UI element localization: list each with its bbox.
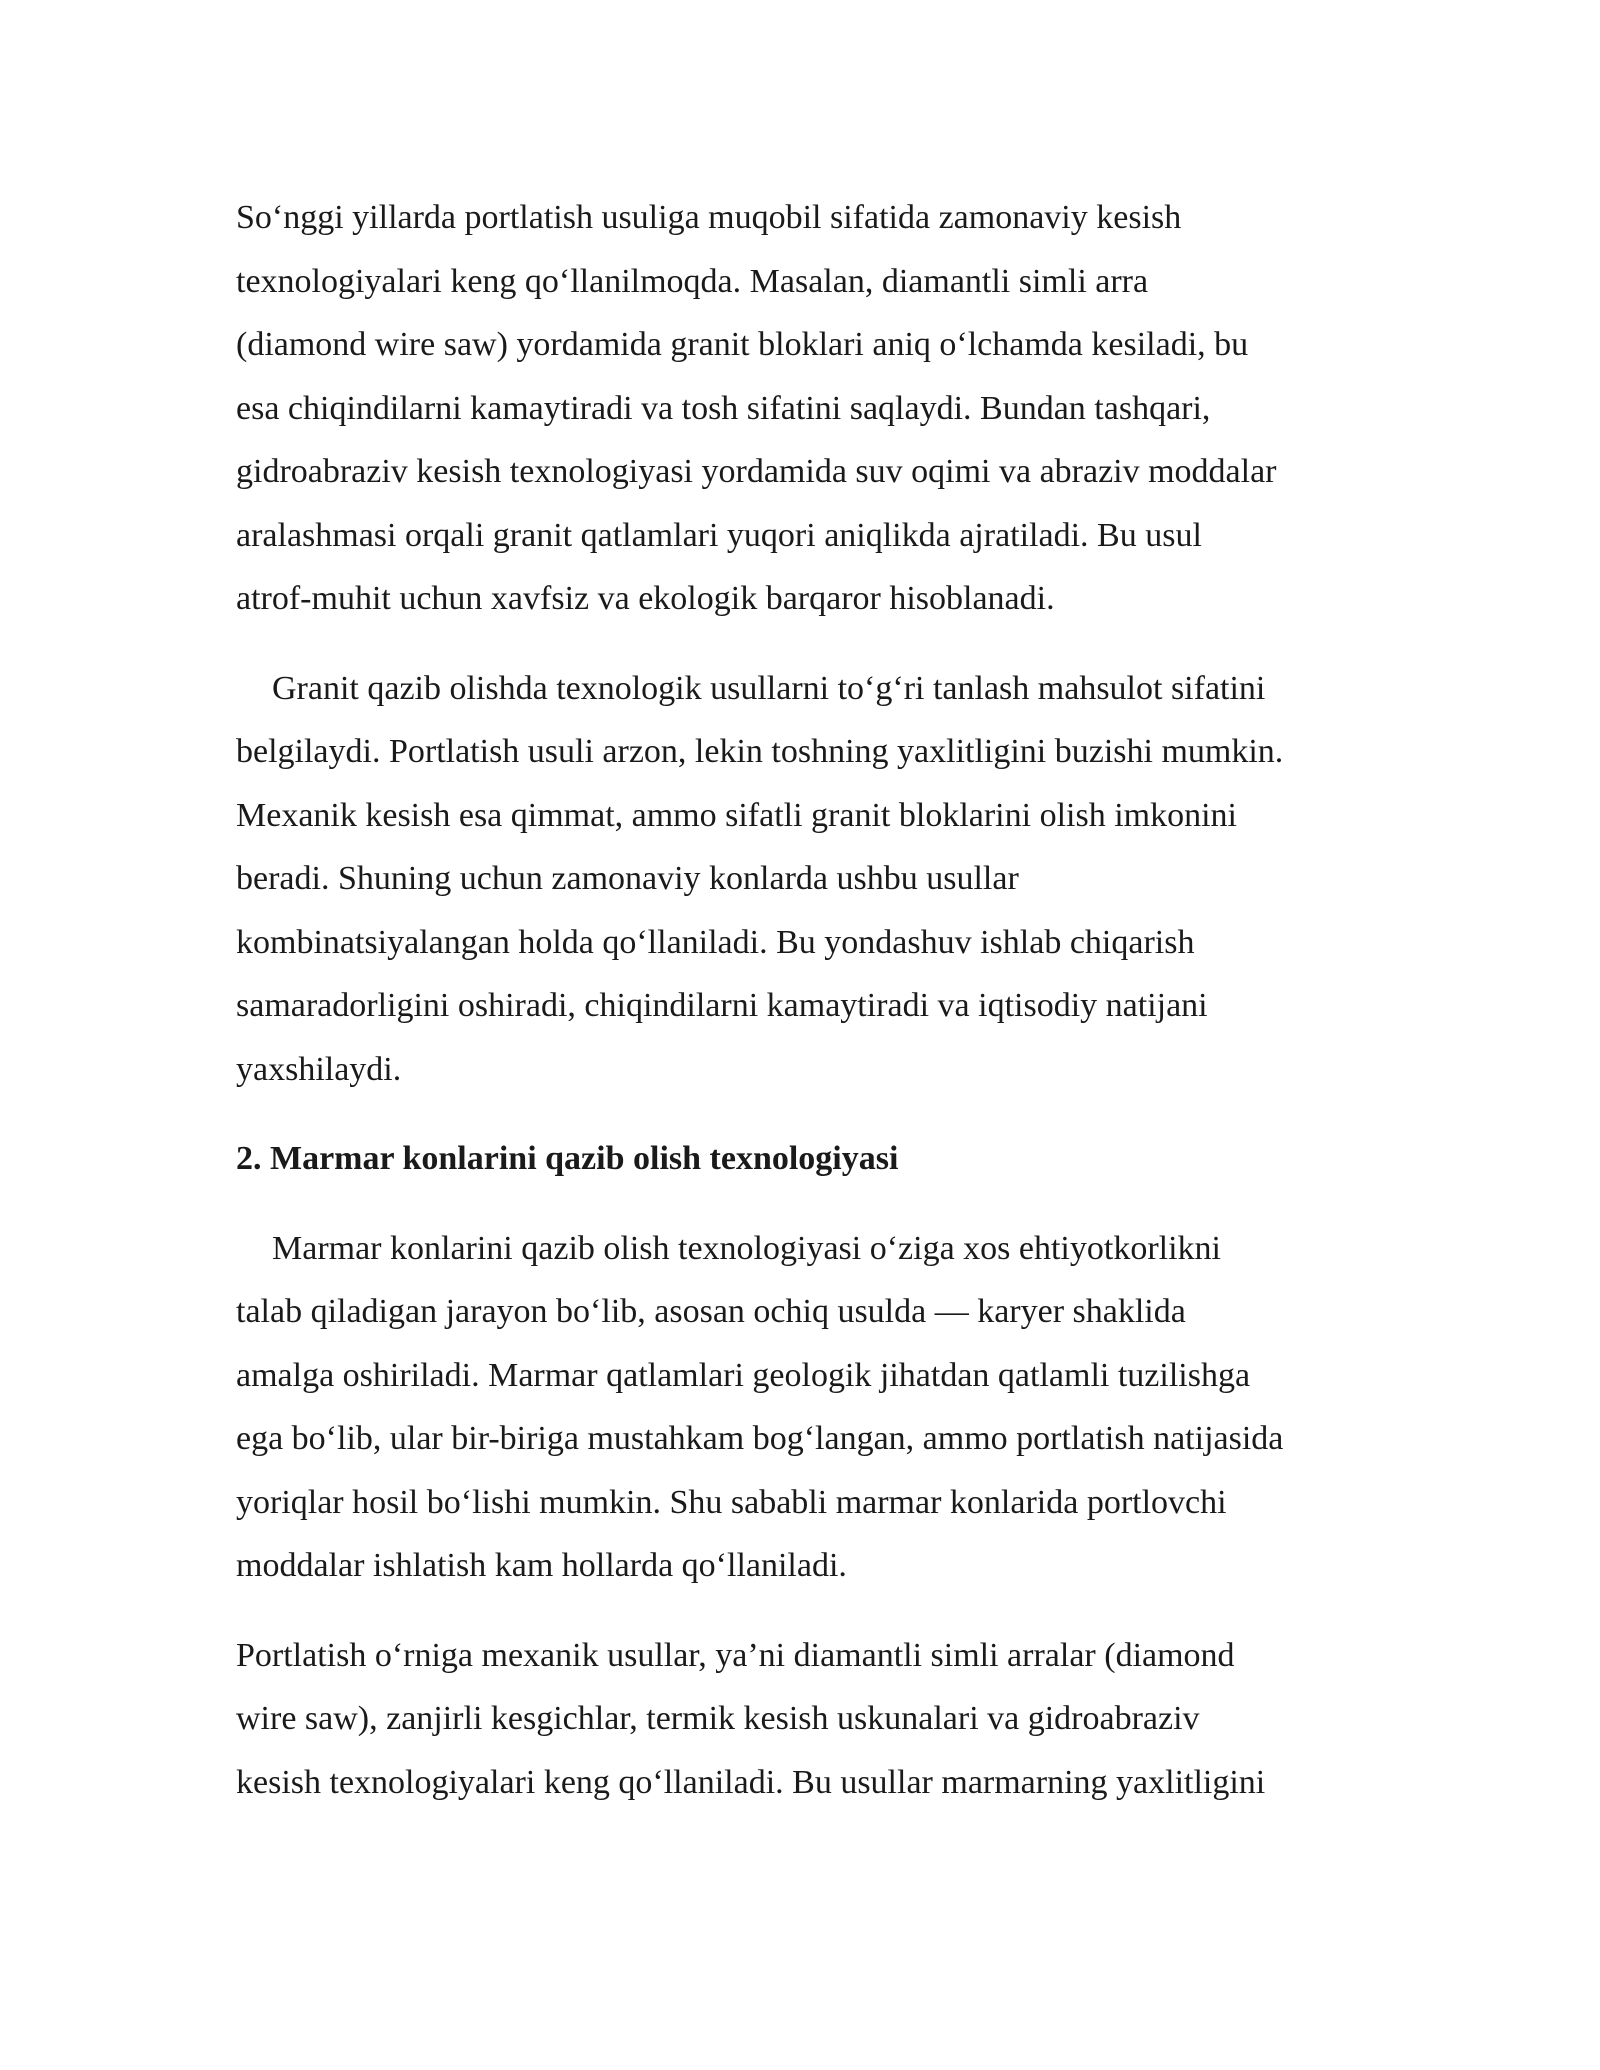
text-line: aralashmasi orqali granit qatlamlari yuqori aniqlikda ajratiladi. Bu usul <box>236 516 1202 554</box>
text-line: So‘nggi yillarda portlatish usuliga muqobil sifatida zamonaviy kesish <box>236 199 1182 236</box>
text-line: moddalar ishlatish kam hollarda qo‘llaniladi. <box>236 1547 847 1584</box>
text-line: esa chiqindilarni kamaytiradi va tosh sifatini saqlaydi. Bundan tashqari, <box>236 389 1211 427</box>
text-line: kombinatsiyalangan holda qo‘llaniladi. Bu yondashuv ishlab chiqarish <box>236 923 1195 961</box>
text-line: beradi. Shuning uchun zamonaviy konlarda ushbu usullar <box>236 860 1019 897</box>
text-line: gidroabraziv kesish texnologiyasi yordamida suv oqimi va abraziv moddalar <box>236 453 1277 490</box>
paragraph-2 <box>236 657 1376 1102</box>
text-line: Portlatish o‘rniga mexanik usullar, ya’ni diamantli simli arralar (diamond <box>236 1636 1235 1674</box>
text-line: Mexanik kesish esa qimmat, ammo sifatli granit bloklarini olish imkonini <box>236 796 1237 834</box>
paragraph-1 <box>236 186 1376 631</box>
text-line: samaradorligini oshiradi, chiqindilarni kamaytiradi va iqtisodiy natijani <box>236 987 1208 1024</box>
text-line: belgilaydi. Portlatish usuli arzon, lekin toshning yaxlitligini buzishi mumkin. <box>236 733 1284 770</box>
text-line: yaxshilaydi. <box>236 1050 402 1088</box>
document-page <box>236 186 1376 1840</box>
text-line: kesish texnologiyalari keng qo‘llaniladi. Bu usullar marmarning yaxlitligini <box>236 1763 1266 1801</box>
text-line: Marmar konlarini qazib olish texnologiyasi o‘ziga xos ehtiyotkorlikni <box>272 1229 1221 1267</box>
text-line: amalga oshiriladi. Marmar qatlamlari geologik jihatdan qatlamli tuzilishga <box>236 1356 1251 1394</box>
paragraph-3 <box>236 1217 1376 1598</box>
section-heading: 2. Marmar konlarini qazib olish texnologiyasi <box>236 1140 899 1177</box>
text-line: atrof-muhit uchun xavfsiz va ekologik barqaror hisoblanadi. <box>236 580 1055 617</box>
text-line: Granit qazib olishda texnologik usullarni to‘g‘ri tanlash mahsulot sifatini <box>272 669 1266 707</box>
text-line: wire saw), zanjirli kesgichlar, termik kesish uskunalari va gidroabraziv <box>236 1700 1200 1737</box>
text-line: texnologiyalari keng qo‘llanilmoqda. Masalan, diamantli simli arra <box>236 262 1149 300</box>
text-line: talab qiladigan jarayon bo‘lib, asosan ochiq usulda — karyer shaklida <box>236 1293 1186 1330</box>
text-line: (diamond wire saw) yordamida granit bloklari aniq o‘lchamda kesiladi, bu <box>236 326 1249 363</box>
text-line: yoriqlar hosil bo‘lishi mumkin. Shu sababli marmar konlarida portlovchi <box>236 1483 1227 1521</box>
paragraph-4 <box>236 1624 1376 1815</box>
text-line: ega bo‘lib, ular bir-biriga mustahkam bog‘langan, ammo portlatish natijasida <box>236 1420 1284 1457</box>
